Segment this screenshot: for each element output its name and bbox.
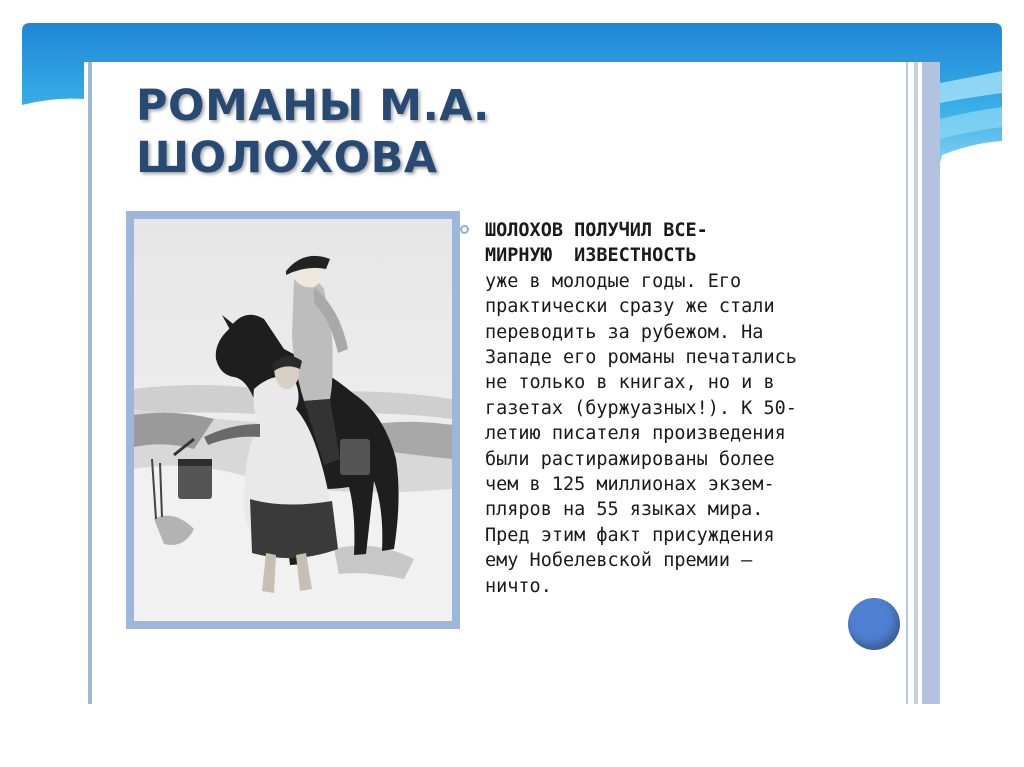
body-line-1: ШОЛОХОВ ПОЛУЧИЛ ВСЕ-	[485, 220, 708, 241]
body-line-10: были растиражированы более	[485, 448, 775, 470]
body-paragraph	[485, 218, 885, 599]
decorative-circle	[848, 598, 900, 650]
body-line-5: переводить за рубежом. На	[485, 321, 764, 343]
body-line-11: чем в 125 миллионах экзем-	[485, 474, 775, 496]
body-line-4: практически сразу же стали	[485, 296, 775, 318]
body-line-14: ему Нобелевской премии —	[485, 550, 753, 572]
body-line-15: ничто.	[485, 575, 552, 597]
body-line-6: Западе его романы печатались	[485, 347, 797, 369]
slide-title-line-2: ШОЛОХОВА	[136, 133, 438, 183]
body-line-13: Пред этим факт присуждения	[485, 524, 775, 546]
body-line-7: не только в книгах, но и в	[485, 372, 775, 394]
frame-left-border	[88, 62, 92, 704]
slide-title	[136, 80, 490, 184]
hollow-circle-bullet-icon	[460, 225, 469, 234]
body-line-12: пляров на 55 языках мира.	[485, 499, 764, 521]
body-line-2: МИРНУЮ ИЗВЕСТНОСТЬ	[485, 245, 697, 267]
slide-title-line-1: РОМАНЫ М.А.	[136, 81, 490, 131]
cossack-illustration	[134, 219, 452, 621]
body-line-8: газетах (буржуазных!). К 50-	[485, 397, 797, 419]
body-line-9: летию писателя произведения	[485, 423, 786, 445]
illustration-frame	[126, 211, 460, 629]
body-line-3: уже в молодые годы. Его	[485, 270, 742, 292]
frame-right-border	[904, 62, 940, 704]
